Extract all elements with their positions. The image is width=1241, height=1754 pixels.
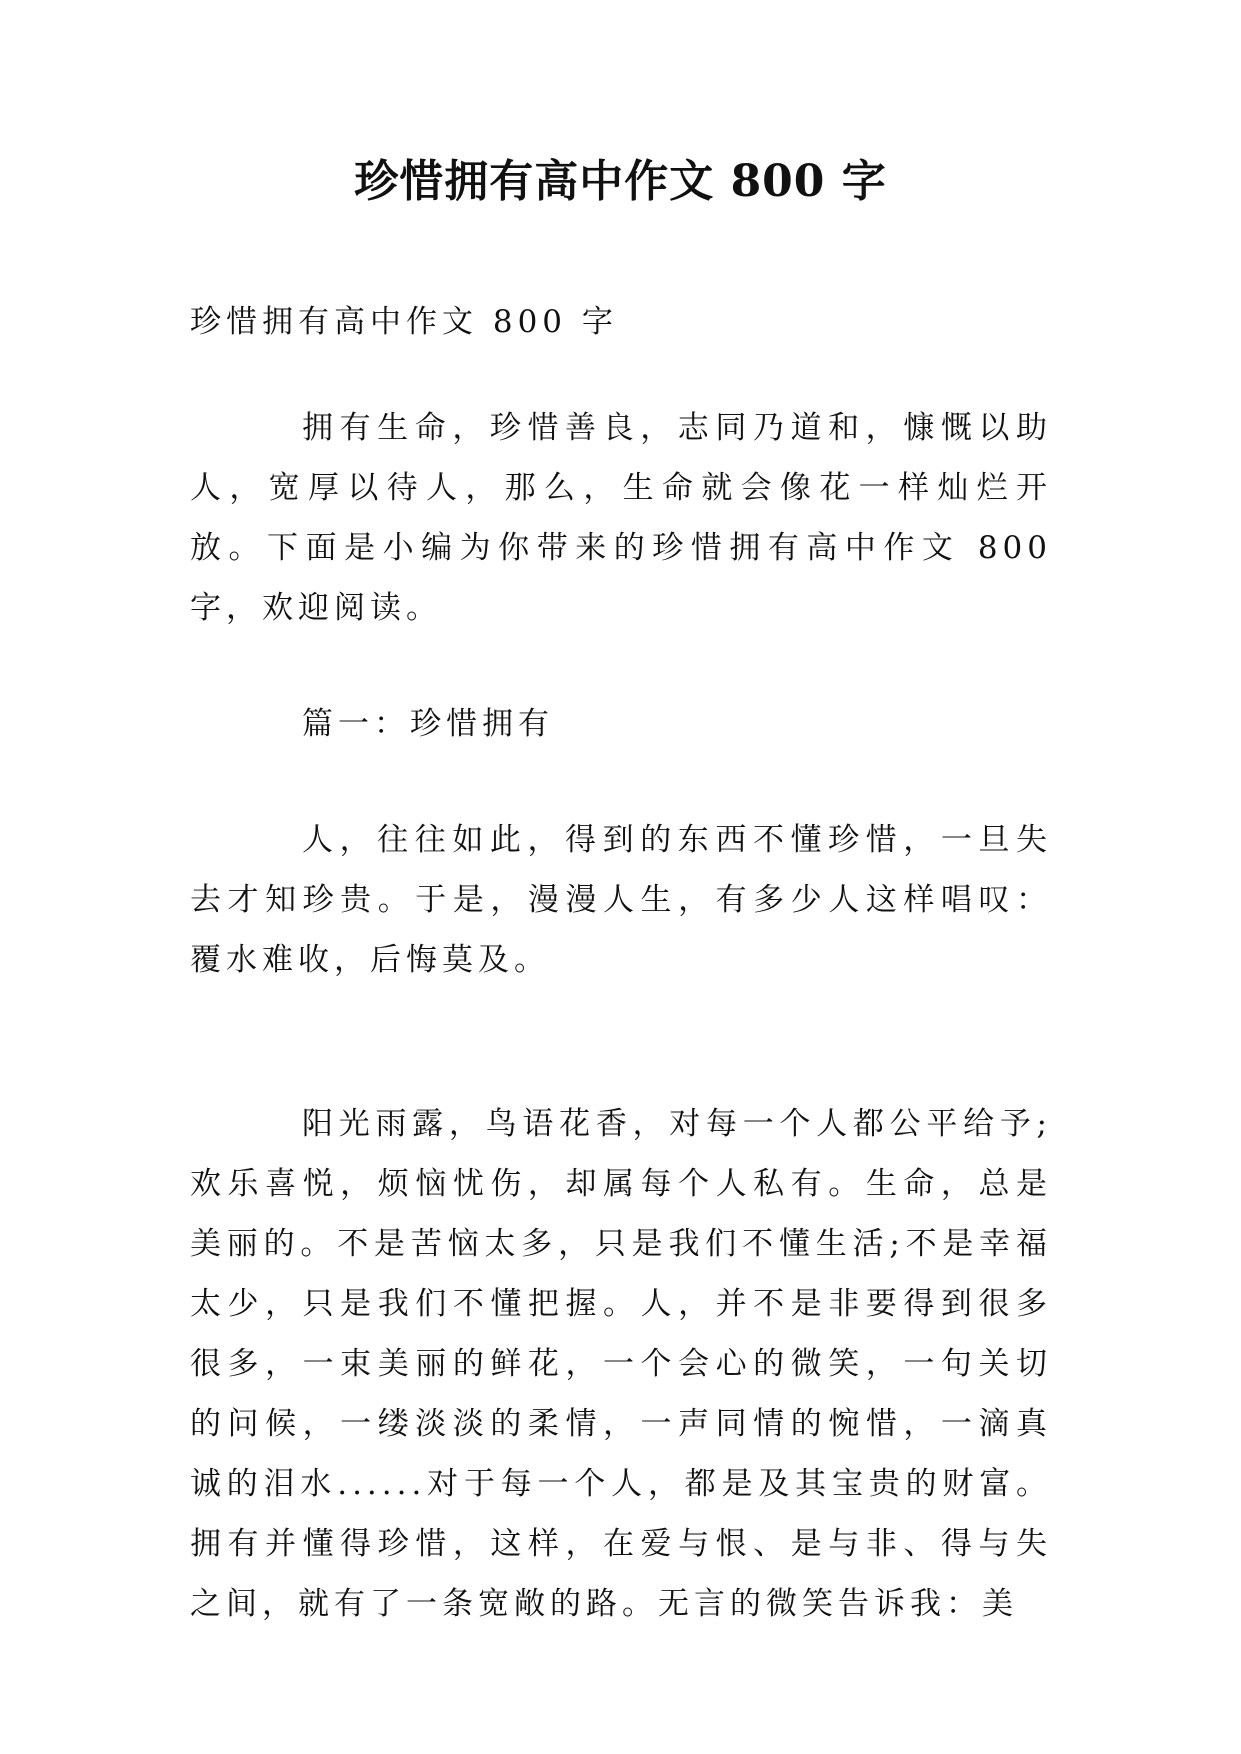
body-paragraph-1: 人，往往如此，得到的东西不懂珍惜，一旦失去才知珍贵。于是，漫漫人生，有多少人这样唱叹：覆水难收，后悔莫及。: [190, 822, 1052, 978]
body-paragraph-2: 阳光雨露，鸟语花香，对每一个人都公平给予;欢乐喜悦，烦恼忧伤，却属每个人私有。生命，总是美丽的。不是苦恼太多，只是我们不懂生活;不是幸福太少，只是我们不懂把握。人，并不是非要得到很多很多，一束美丽的鲜花，一个会心的微笑，一句关切的问候，一缕淡淡的柔情，一声同情的惋惜，一滴真诚的泪水......对于每一个人，都是及其宝贵的财富。拥有并懂得珍惜，这样，在爱与恨、是与非、得与失之间，就有了一条宽敞的路。无言的微笑告诉我：美: [190, 1106, 1052, 1622]
document-title: 珍惜拥有高中作文 800 字: [354, 156, 887, 207]
section-heading: 篇一：珍惜拥有: [302, 706, 554, 742]
document-subtitle: 珍惜拥有高中作文 800 字: [190, 304, 618, 340]
intro-paragraph: 拥有生命，珍惜善良，志同乃道和，慷慨以助人，宽厚以待人，那么，生命就会像花一样灿烂开放。下面是小编为你带来的珍惜拥有高中作文 800 字，欢迎阅读。: [190, 410, 1052, 626]
